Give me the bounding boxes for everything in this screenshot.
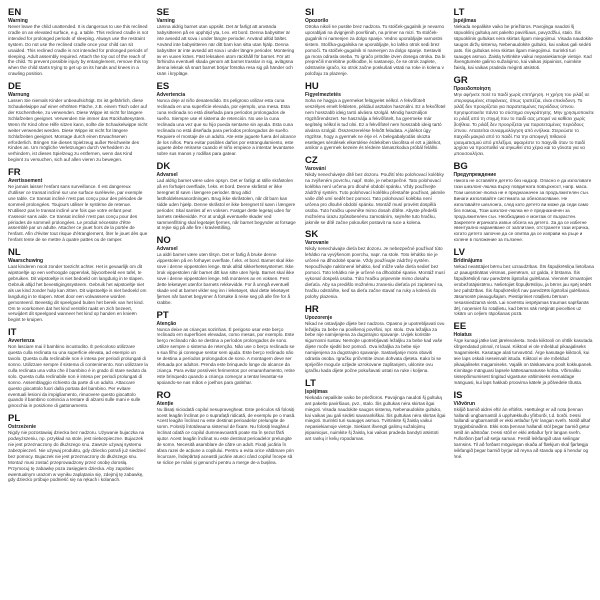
warning-heading: Viðvörun <box>453 400 476 407</box>
warning-heading: Atenção <box>156 320 177 327</box>
warning-text: Niekada nepalikite vaiko be priežiūros. Pavojinga naudoti šį sūpuoklinį gultuką ant pakelto paviršiaus, pavyzdžiui, stalo. Šis sūpuoklinis gultukas nėra skirtas ilgam miegojimui. Visada naudokite saugos diržų sistemą. Nebenaudokite gultuko, kai vaikas gali sėdėti pats. Šis gultukas nėra skirtas ilgam miegojimui. Surinkti turi suaugęs asmuo. Žaislą tvirtinkite vaikui nepasiekiamoje vietoje. Kad išvengtumėte galimo sužalojimo, kai vaikas įsipainios, nuimkite žaislą, kai vaikas pradeda mėginti atsistoti. <box>453 24 593 71</box>
warning-text: Lassen Sie niemals Kinder unbeaufsichtigt. Es ist gefährlich, diese Schaukelwippe auf einer erhöhten Fläche, z.B. einem Tisch oder auf der Küchentheke, zu verwenden. Diese Wippe ist nicht für längere Schlafzeiten geeignet. Verwenden Sie immer das Rückhaltesystem. Wenn Ihr Kind ohne Hilfe sitzen kann, sollte die Schaukelwippe nicht weiter verwendet werden. Diese Wippe ist nicht für längere Schlafzeiten geeignet. Montage durch einen Erwachsenen erforderlich. Bringen Sie dieses Spielzeug außer Reichweite des Kindes an. Um mögliche Verletzungen durch Verheddern zu verhindern, ist dieses Spielzeug zu entfernen, wenn das Kind beginnt zu versuchen, sich auf allen vieren zu bewegen. <box>8 98 148 163</box>
warning-heading: Varovanie <box>305 240 329 247</box>
warning-heading: Προειδοποίηση <box>453 86 491 93</box>
warning-text: Lad aldrig barnet være uden opsyn. Det er farligt at stille skråstolen på en forhøjet overflade, f.eks. et bord. Denne skråstol er ikke beregnet til søvn i længere perioder. Brug altid fastholdelsesanordningen. Brug ikke skråstolen, når dit barn kan sidde uden hjælp. Denne skråstol er ikke beregnet til søvn i længere perioder. Skal samles af en voksen. Fastgør dette legetøj uden for barnets rækkevidde. For at undgå eventuelle skader ved sammenfiltring skal legetøjet fjernes, når barnet begynder at forsøge at rejse sig på alle fire i kravlestilling. <box>156 178 296 231</box>
warning-section-si <box>305 8 446 77</box>
language-code: BG <box>453 161 468 173</box>
language-code: NL <box>8 247 21 259</box>
warning-text: Nu lăsați niciodată copilul nesupravegheat. Este periculos să folosiți acest leagăn înclinat pe o suprafață ridicată, de exemplu pe o masă. Acest leagăn înclinat nu este destinat perioadelor prelungite de somn. Folosiți întotdeauna sistemul de fixare. Nu folosiți leagănul înclinat odată ce copilul dumneavoastră poate sta în șezut fără ajutor. Acest leagăn înclinat nu este destinat perioadelor prelungite de somn. Necesită asamblare de către un adult. Fixați jucăria în afara razei de acțiune a copilului. Pentru a evita orice vătămare prin încurcare, îndepărtați această jucărie atunci când copilul începe să se ridice pe mâini și genunchi pentru a merge de-a bușilea. <box>156 406 296 465</box>
warning-heading: Varování <box>305 166 326 173</box>
warning-section-en <box>8 8 149 77</box>
language-code: ES <box>156 81 170 93</box>
warning-text: Skiljið barnið aldrei eftir án eftirlits. Hættulegt er að nota þennan hallandi ungbarnastól á upphækkuðu yfirborði, t.d. borði. Þessi hallandi ungbarnastóll er ekki ætlaður fyrir langan svefn. Notið alltaf öryggisbúnaðinn. Ekki nota þennan hallandi stól þegar barnið getur setið án aðstoðar. Þessi stóll er ekki ætlaður fyrir langan svefn. Fullorðinn þarf að setja saman. Festið leikfangið utan seilingar barnsins. Til að forðast mögulegan skaða af flækjum skal fjarlægja leikfangið þegar barnið byrjar að reyna að standa upp á hendur og hné. <box>453 406 591 459</box>
warning-section-nl <box>8 248 149 323</box>
warning-section-ee <box>454 322 595 385</box>
language-code: LT <box>305 377 316 389</box>
warning-text: Nunca deje al niño desatendido. Es peligroso utilizar esta cuna reclinada en una superficie elevada, por ejemplo, una mesa. Esta cuna reclinada no está diseñada para períodos prolongados de sueño. Siempre use el sistema de retención. No use la cuna reclinada una vez que su hijo pueda sentarse sin ayuda. Esta cuna reclinada no está diseñada para períodos prolongados de sueño. Requiere el montaje de un adulto. Ate este juguete fuera del alcance de los niños. Para evitar posibles daños por estrangulamiento, este juguete debe retirarse cuando el niño empiece a intentar levantarse sobre sus manos y rodillas para gatear. <box>156 98 296 157</box>
warning-text: Otroka nikoli ne pustite brez nadzora. To stolček-gugalnik je nevarno uporabljati na dvignjenih površinah, na primer na mizi. Ta stolček-gugalnik ni namenjen za dolgo spanje. Vedno uporabljajte varnostni sistem. Stolčka-gugalnika ne uporabljajte, ko lahko otrok sedi brez pomoči. Ta stolček-gugalnik ni namenjen za dolgo spanje. Sestaviti ga mora odrasla oseba. To igračo pritrdite izven dosega otroka. Da bi preprečili morebitne poškodbe, ki nastanejo, če se otrok zaplete, odstranite igračo, ko otrok začne poskušati vstati na roke in kolena v položaju za plazenje. <box>305 24 446 77</box>
language-code: DE <box>8 81 22 93</box>
warning-heading: Advertencia <box>156 92 186 99</box>
warning-section-de <box>8 82 149 163</box>
language-code: HR <box>305 303 319 315</box>
column-2 <box>157 8 298 596</box>
language-code: PL <box>8 413 21 425</box>
language-code: LT <box>453 7 465 18</box>
warning-text: Non lasciare mai il bambino incustodito. È pericoloso utilizzare questa culla reclinata su una superficie elevata, ad esempio un tavolo. Questa culla reclinabile non è intesa per periodi prolungati di sonno. Utilizzare sempre il sistema di contenimento. Non utilizzare la culla reclinata una volta che il bambino è in grado di stare seduto da solo. Questa culla reclinabile non è intesa per periodi prolungati di sonno. Assemblaggio richiesto da parte di un adulto. Attaccare questo giocattolo fuori dalla portata del bambino. Per evitare eventuali lesioni da impigliamento, rimuovere questo giocattolo quando il bambino comincia a tentare di alzarsi sulle mani e sulle ginocchia in posizione di gattonamento. <box>8 344 148 409</box>
warning-heading: Предупреждение <box>453 172 497 179</box>
warning-section-lt <box>305 379 446 442</box>
language-code: GR <box>453 75 468 87</box>
column-1 <box>8 8 149 596</box>
warning-text: Nunca deixe as crianças sozinhas. É perigoso usar este berço reclinado em superfícies elevadas, como mesas, por exemplo. Este berço reclinado não se destina a períodos prolongados de sono. Utilize sempre o sistema de retenção. Não use o berço reclinado se a sua filho já consegue sentar sem ajuda. Este berço reclinado não se destina a períodos prolongados de sono. A montagem deve ser efetuada por adultos. Prenda este brinquedo longe do alcance da criança. Para evitar possíveis ferimentos por emaranhamento, retire este brinquedo quando a criança começar a tentar levantar-se apoiando-se nas mãos e joelhos para gatinhar. <box>156 326 295 385</box>
warning-text: Never leave the child unattended. It is dangerous to use this reclined cradle on an elevated surface, e.g. a table. This reclined cradle is not intended for prolonged periods of sleeping. Always use the restraint system. Do not use the reclined cradle once your child can sit unaided. This reclined cradle is not intended for prolonged periods of sleeping. Adult assembly required. Attach the toy out of the reach of the child. To prevent possible injury by entanglement, remove this toy when the child starts trying to get up on its hands and knees in a crawling position. <box>8 24 149 77</box>
warning-text: Nekad neatstājiet bērnu bez uzraudzības. Šīs šūpuļkrēsliņa lietošana uz paaugstinātas virsmas, piemēram, uz galda, ir bīstama. Šis šūpuļkrēsliņš nav paredzēts ilgstošai gulēšanai. Vienmēr izmantojiet ierobežotājsistēmu. Nelietojiet šūpuļkrēsliņu, ja bērns jau spēj sēdēt bez palīdzības. Šis šūpuļkrēsliņš nav paredzēts ilgstošai gulēšanai. Jāsamontē pieaugušajam. Piestipriniet rotaļlietu bērnam nesasniedzamā vietā. Lai novērstu iespējamas traumas sapīšanās dēļ, noņemiet šo rotaļlietu, kad bērns sāk mēģināt piecelties uz rokām un ceļiem rāpošanas pozā. <box>453 264 594 317</box>
warning-text: La aldri barnet være uten tilsyn. Det er farlig å bruke denne vippestolen på en forhøyet overflate, f.eks. et bord. Barnet skal ikke sove i denne vippestolen lenge. Bruk alltid sikkerhetssystemet. Ikke bruk vippestolen når barnet ditt kan sitte uten hjelp. Barnet skal ikke sove i denne vippestolen lenge. Må monteres av en voksen. Fest dette leketøyet utenfor barnets rekkevidde. For å unngå eventuell skade ved at barnet vikler seg inn i leketøyet, skal dette leketøyet fjernes når barnet begynner å forsøke å reise seg på alle fire for å krabbe. <box>156 252 295 305</box>
warning-section-cz <box>305 156 446 225</box>
warning-heading: Opozorilo <box>305 18 329 24</box>
warning-heading: Varning <box>156 18 175 24</box>
language-code: DK <box>156 161 171 173</box>
warning-section-se <box>157 8 298 77</box>
warning-heading: Avvertenza <box>8 338 35 345</box>
warning-heading: Ostrzeżenie <box>8 424 37 431</box>
language-code: HU <box>305 81 319 93</box>
warning-section-ro <box>157 391 298 466</box>
warning-section-lv <box>454 248 595 317</box>
language-code: IT <box>8 327 17 339</box>
language-code: CZ <box>305 155 318 167</box>
warning-heading: Įspėjimas <box>453 18 477 24</box>
warning-section-es <box>157 82 298 157</box>
warning-section-lt-2 <box>454 8 595 71</box>
language-code: RO <box>156 389 171 401</box>
warning-section-is <box>454 391 595 460</box>
warning-section-no <box>157 236 298 305</box>
language-code: SE <box>156 7 170 18</box>
warning-heading: Atenție <box>156 400 174 407</box>
warning-section-gr <box>454 76 595 157</box>
warning-heading: Warning <box>8 18 28 24</box>
warning-text: Μην αφήνετε ποτέ το παιδί χωρίς επιτήρηση. Η χρήση του ριλάξ σε υπερυψωμένες επιφάνειες, όπως τραπέζια, είναι επικίνδυνη. Το ριλάξ δεν προορίζεται για παρατεταμένες περιόδους ύπνου. Χρησιμοποιείτε πάντα το σύστημα συγκράτησης. Μην χρησιμοποιείτε το ριλάξ από τη στιγμή που το παιδί σας μπορεί να καθίσει χωρίς βοήθεια. Το ριλάξ δεν προορίζεται για παρατεταμένες περιόδους ύπνου. Απαιτείται συναρμολόγηση από ενήλικα. Στερεώστε το παιχνίδι μακριά από το παιδί. Για την αποφυγή πιθανού τραυματισμού από μπλέξιμο, αφαιρέστε το παιχνίδι όταν το παιδί αρχίσει να προσπαθεί να σηκωθεί στα χέρια και τα γόνατα για να μπουσουλήσει. <box>453 92 594 157</box>
warning-section-hu <box>305 82 446 151</box>
warning-text: Laat kinderen nooit zonder toezicht achter. Het is gevaarlijk om dit wipstoeltje op een verhoogde oppervlak, bijvoorbeeld een tafel, te gebruiken. Dit wipstoeltje is niet bedoeld om langdurig in te slapen. Gebruik altijd het bevestigingssysteem. Gebruik het wipstoeltje niet als uw kind zonder hulp kan zitten. Dit wipstoeltje is niet bedoeld om langdurig in te slapen. Moet door een volwassene worden gemonteerd. Bevestig dit speelgoed buiten het bereik van het kind. Om te voorkomen dat het kind verstrikt raakt en zich bezeert, verwijdert dit speelgoed wanneer het kind op handen en knieën begint te kruipen. <box>8 264 147 323</box>
language-code: SK <box>305 229 319 241</box>
warning-text: Ne jamais laisser l'enfant sans surveillance. Il est dangereux d'utiliser ce transat incliné sur une surface surélevée, par exemple une table. Ce transat incliné n'est pas conçu pour des périodes de sommeil prolongées. Toujours utiliser le système de retenue. N'utilisez pas le transat incliné une fois que votre enfant peut s'asseoir sans aide. Ce transat incliné n'est pas conçu pour des périodes de sommeil prolongées. Le produit nécessite d'être assemblé par un adulte. Attacher ce jouet hors de la portée de l'enfant. Afin d'éviter tout risque d'étranglement, ôter le jouet dès que l'enfant tente de se mettre à quatre pattes ou de ramper. <box>8 184 148 243</box>
warning-heading: Hoiatus <box>453 332 472 339</box>
warning-heading: Figyelmeztetés <box>305 92 341 99</box>
warning-section-hr <box>305 305 446 374</box>
warning-text: Ärge kunagi jätke last järelevalveta. Seda kiiktooli on ohtlik kasutada kõrgendatud pinnal, nt laual. Kiiktool ei ole mõeldud pikaajaliseks magamiseks. Kasutage alati turvavööd. Ärge kasutage kiiktooli, kui teie laps oskab iseseisvalt istuda. Kiiktool ei ole mõeldud pikaajaliseks magamiseks. Vajalik on täiskasvanu poolt kokkupanek. Kinnitage mänguasi lapsele kättesaamatusse kohta. Võimaliku sissepõimumisest tingitud vigastuse vältimiseks eemaldage mänguasi, kui laps hakkab proovima kätele ja põlvedele tõusta. <box>453 338 593 385</box>
language-code: LV <box>453 247 465 259</box>
warning-section-pt <box>157 311 298 386</box>
language-code: IS <box>453 389 463 401</box>
language-code: PT <box>156 309 169 321</box>
warning-section-fr <box>8 168 149 243</box>
warning-heading: Waarschuwing <box>8 258 44 265</box>
warning-text: Nikdy nenechávajte dieťa bez dozoru. Je nebezpečné používať túto lehátko na vyvýšenom povrchu, napr. na stole. Toto lehátko nie je určené na dlhodobé spanie. Vždy používajte zádržný systém. Nepoužívajte naklonené lehátko, keď môže vaše dieťa sedieť bez pomoci. Toto lehátko nie je určené na dlhodobé spanie. Montáž musí vykonať dospelá osoba. Túto hračku pripevnite mimo dosahu dieťaťa. Aby sa predišlo možnému zraneniu dieťaťa pri zapletení sa, hračku odstráňte, keď sa dieťa začne stavať na ruky a kolená do polohy plazenia. <box>305 246 445 299</box>
warning-heading: Advarsel <box>156 172 178 179</box>
warning-section-it <box>8 328 149 409</box>
warning-text: Soha ne hagyja a gyermeket felügyelet nélkül. A fekvőfotelt veszélyes emelt felületen, például asztalon használni. Ez a fekvőfotel nem hosszabb ideig tartó alvásra szolgál. Mindig használjon rögzítőrendszert. Ne használja a fekvőfotelt, ha gyermeke már segítség nélkül is tud ülni. Ez a fekvőfotel nem hosszabb ideig tartó alvásra szolgál. Összeszerelése felnőtt feladata. A játékot úgy rögzítse, hogy a gyermek ne érje el. A belegabalyodás okozta esetleges sérülések elkerülése érdekében távolítsa el ezt a játékot, amikor a gyermek kezeire és térdeire támaszkodva próbál felállni. <box>305 98 446 151</box>
warning-heading: Įspėjimas <box>305 388 328 395</box>
warning-section-dk <box>157 162 298 231</box>
warning-text: Niekada nepalikite vaiko be priežiūros. Pavojinga naudoti šį gultuką ant pakelto paviršiaus, pvz., stalo. Šis gultukas nėra skirtas ilgai miegoti. Visada naudokite saugos sistemą. Nebenaudokite gultuko, kai vaikas jau gali sėdėti savarankiškai. Šis gultukas nėra skirtas ilgai miegoti. Surinkti turi suaugęs asmuo. Tvirtinkite šį žaislą vaikui nepasiekiamoje vietoje. Siekiant išvengti galimų sužalojimų įsipainiojus, nuimkite šį žaislą, kai vaikas pradeda bandyti atsistoti ant rankų ir kelių ropodamas. <box>305 394 446 442</box>
language-code: SI <box>305 7 314 18</box>
warning-text: Nigdy nie pozostawiaj dziecka bez nadzoru. Używanie bujaczka na podwyższeniu, np. przykład na stole, jest niebezpieczne. Bujaczek nie jest przeznaczony do dłuższego snu. Zawsze używaj systemu zabezpieczeń. Nie używaj produktu, gdy dziecko potrafi już siedzieć bez pomocy. Bujaczek nie jest przeznaczony do dłuższego snu. Montaż musi zostać przeprowadzony przez osobę dorosłą. Przymocuj tę zabawkę poza zasięgiem dziecka. Aby zapobiec ewentualnym urazom w wyniku zaplątania się, zdejmij tę zabawkę, gdy dziecko próbuje podnieść się na rękach i kolanach. <box>8 430 146 483</box>
warning-section-bg <box>454 162 595 243</box>
warning-text: Lämna aldrig barnet utan uppsikt. Det är farligt att använda babysitteren på en upphöjd yta, t.ex. ett bord. Denna babysitter är inte avsedd att sova i under längre perioder. Använd alltid bältet. Använd inte babysitteren när ditt barn kan sitta utan hjälp. Denna babysitter är inte avsedd att sova i under längre perioder. Montering av en vuxen krävs. Fäst leksaken utom räckhåll för barnet. För att förhindra eventuell skada genom att barnet trasslar in sig, avlägsna denna leksak så snart barnet börjar försöka resa sig på händer och knän i krypläge. <box>156 24 295 77</box>
warning-text: Nikdy nenechávejte dítě bez dozoru. Použití této polohovací kolébky na zvýšeném povrchu, např. stole, je nebezpečné. Tato polohovací kolébka není určena pro dlouhé období spánku. Vždy používejte zádržný systém. Tuto polohovací kolébku přestaňte používat, jakmile vaše dítě umí sedět bez pomoci. Tato polohovací kolébka není určena pro dlouhé období spánku. Montáž musí provést dospělá osoba. Tuto hračku upevněte mimo dosah dítěte. Abyste předešli možnému úrazu způsobenému zamotáním, sejměte tuto hračku, jakmile se dítě začne pokoušet postavit na ruce a kolena. <box>305 172 445 225</box>
warning-heading: Brīdinājums <box>453 258 483 265</box>
language-code: NO <box>156 235 171 247</box>
warning-heading: Advarsel <box>156 246 178 253</box>
warning-section-sk <box>305 230 446 299</box>
language-code: EE <box>453 321 467 333</box>
language-code: FR <box>8 167 21 179</box>
warning-section-pl <box>8 414 149 483</box>
warning-text: Никога не оставяйте детето без надзор. Опасно е да използвате тази шезлонг-люлка върху повдигната повърхност, напр. маса. Този шезлонг-люлка не е предназначен за продължителен сън. Винаги използвайте системата за обезопасяване. Не използвайте шезлонга, след като детето ви може да седи само без помощ. Този шезлонг-люлка не е предназначен за продължителен сън. Необходимо е монтаж от възрастен. Закрепете играчката извън обсега на детето. За да се избегне евентуално нараняване от заплитане, отстранете тази играчка, когато детето започне да се опитва да се изправи на ръце и колене в положение за пълзене. <box>453 178 592 243</box>
warning-heading: Upozorenje <box>305 314 333 321</box>
warning-text: Nikad ne ostavljajte dijete bez nadzora. Opasno je upotrebljavati ovu ležaljku za bebe na povišenoj površini, npr. stolu. Ova ležaljka za bebe nije namijenjena za dugotrajno spavanje. Uvijek koristite sigurnosni sustav. Nemojte upotrebljavati ležaljku za bebe kad vaše dijete može sjediti bez pomoći. Ova ležaljka za bebe nije namijenjena za dugotrajno spavanje. Sastavljanje mora obaviti odrasla osoba. Igračku pričvrstite izvan dohvata djeteta. Kako bi se spriječile moguće ozljede uzrokovane zaplitanjem, uklonite ovu igračku kada dijete počne pokušavati ustati na ruke i koljena. <box>305 320 445 373</box>
warning-heading: Avertissement <box>8 178 43 185</box>
warning-heading: Warnung <box>8 92 30 99</box>
column-3 <box>305 8 446 596</box>
language-code: EN <box>8 7 22 18</box>
column-4 <box>454 8 595 596</box>
